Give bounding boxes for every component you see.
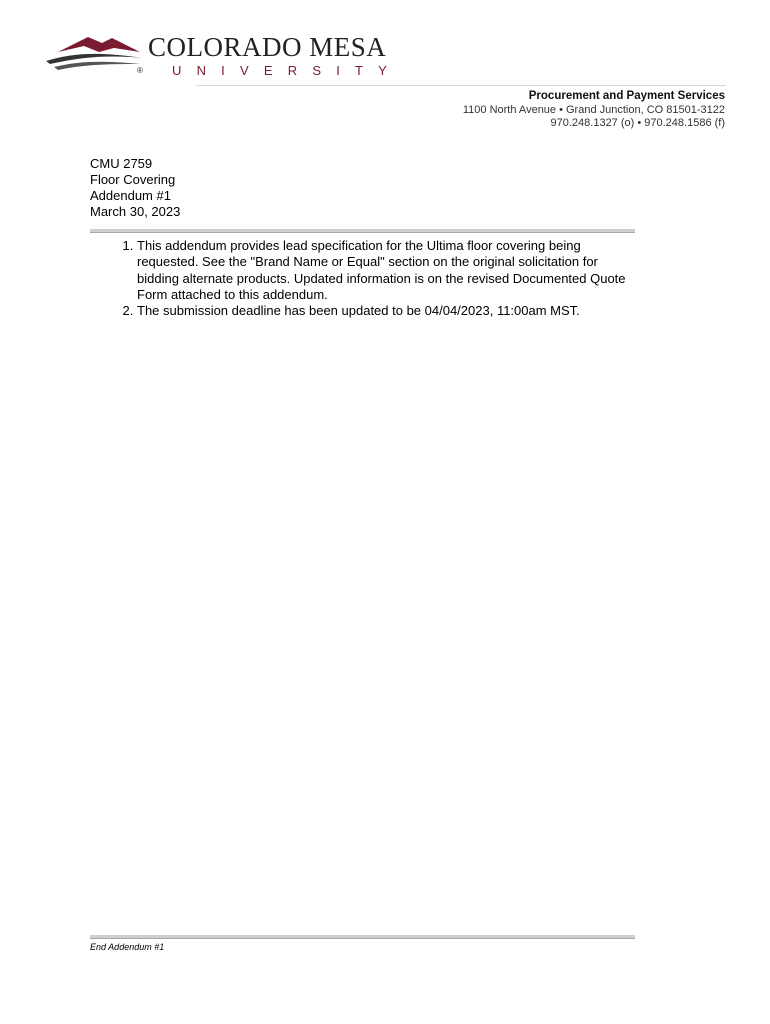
- addendum-items: [90, 238, 635, 319]
- section-divider-top: [90, 229, 635, 233]
- university-subtitle: UNIVERSITY: [172, 63, 403, 78]
- end-addendum-label: End Addendum #1: [90, 942, 165, 952]
- university-logo: [44, 30, 404, 80]
- university-name: COLORADO MESA: [148, 32, 387, 62]
- document-title: Floor Covering: [90, 172, 176, 187]
- section-divider-bottom: [90, 935, 635, 939]
- department-block: [463, 90, 725, 131]
- document-number: CMU 2759: [90, 156, 153, 171]
- mountain-logo-icon: [44, 34, 144, 74]
- addendum-label: Addendum #1: [90, 188, 171, 203]
- document-date: March 30, 2023: [90, 204, 181, 219]
- department-address: 1100 North Avenue • Grand Junction, CO 81501-3122: [462, 103, 725, 116]
- registered-mark: ®: [137, 66, 143, 75]
- department-name: Procurement and Payment Services: [528, 90, 725, 102]
- list-item: 2. The submission deadline has been updated to be 04/04/2023, 11:00am MST.: [137, 303, 635, 319]
- header-divider: [196, 85, 726, 86]
- department-phone: 970.248.1327 (o) • 970.248.1586 (f): [550, 117, 725, 129]
- document-info: [90, 156, 180, 220]
- list-item: 1. This addendum provides lead specification for the Ultima floor covering being requested. See the "Brand Name or Equal" section on the original solicitation for bidding alternate products. Updated information is on the revised Documented Quote Form attached to this addendum.: [137, 238, 635, 303]
